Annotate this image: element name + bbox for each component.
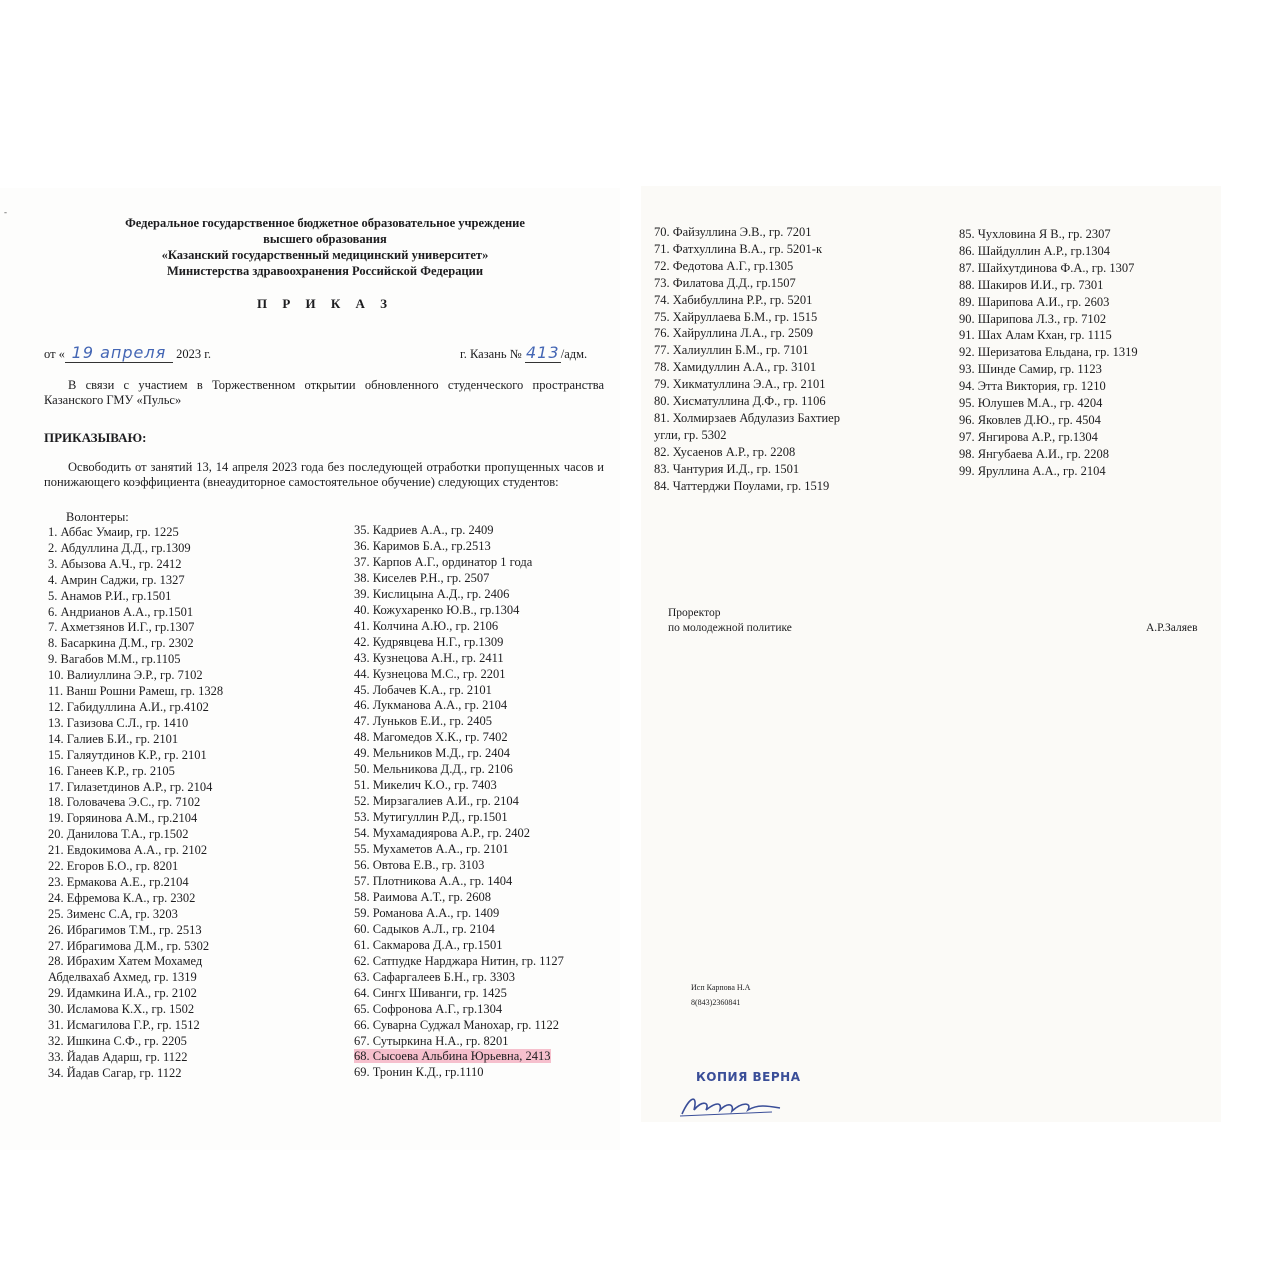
student-list-item: [48, 1002, 223, 1018]
student-list-item: [354, 922, 564, 938]
student-list-item: [48, 732, 223, 748]
org-header-line-2: высшего образования: [263, 232, 387, 246]
student-entry-text: 15. Галяутдинов К.Р., гр. 2101: [48, 747, 207, 762]
student-entry-text: 99. Яруллина А.А., гр. 2104: [959, 463, 1106, 478]
intro-paragraph: В связи с участием в Торжественном открытии обновленного студенческого пространства Казанского ГМУ «Пульс»: [44, 378, 604, 407]
date-prefix: от «: [44, 347, 65, 361]
student-entry-text: 19. Горяинова А.М., гр.2104: [48, 811, 198, 826]
student-entry-text: 56. Овтова Е.В., гр. 3103: [354, 858, 485, 873]
student-list-item: [48, 811, 223, 827]
student-entry-text: 9. Вагабов М.М., гр.1105: [48, 652, 181, 667]
student-entry-text: 18. Головачева Э.С., гр. 7102: [48, 795, 201, 810]
student-entry-text: 80. Хисматуллина Д.Ф., гр. 1106: [654, 394, 826, 409]
student-list-item: [354, 683, 564, 699]
student-entry-text: 62. Сатпудке Нарджара Нитин, гр. 1127: [354, 953, 564, 968]
student-list-item: [654, 376, 840, 393]
student-entry-text: 34. Йадав Сагар, гр. 1122: [48, 1065, 182, 1080]
student-entry-text: 2. Абдуллина Д.Д., гр.1309: [48, 540, 191, 555]
student-list-item: [354, 555, 564, 571]
student-list-item: [48, 939, 223, 955]
executor-name: Исп Карпова Н.А: [691, 983, 751, 992]
student-list-item: [654, 410, 840, 427]
student-entry-text: 1. Аббас Умаир, гр. 1225: [48, 525, 179, 539]
student-list-item: [354, 730, 564, 746]
student-entry-text: 4. Амрин Саджи, гр. 1327: [48, 572, 185, 587]
student-entry-text: 50. Мельникова Д.Д., гр. 2106: [354, 762, 513, 777]
number-handwritten: 413: [525, 343, 560, 362]
student-entry-text: 89. Шарипова А.И., гр. 2603: [959, 294, 1110, 309]
document-title: П Р И К А З: [256, 296, 394, 311]
student-list-item: [354, 970, 564, 986]
student-list-item: [48, 795, 223, 811]
student-list-item: [48, 700, 223, 716]
order-word: ПРИКАЗЫВАЮ:: [44, 430, 147, 445]
student-entry-text: 40. Кожухаренко Ю.В., гр.1304: [354, 602, 520, 617]
student-list-item: [48, 875, 223, 891]
student-entry-text: 46. Лукманова А.А., гр. 2104: [354, 698, 508, 713]
student-entry-text: 25. Зименс С.А, гр. 3203: [48, 906, 178, 921]
student-list-item: [354, 794, 564, 810]
student-list-item: [354, 938, 564, 954]
student-entry-text: 72. Федотова А.Г., гр.1305: [654, 258, 794, 273]
student-entry-text: 21. Евдокимова А.А., гр. 2102: [48, 843, 208, 858]
org-header-line-3: «Казанский государственный медицинский университет»: [161, 248, 489, 262]
student-list-item: [48, 827, 223, 843]
student-entry-text: 32. Ишкина С.Ф., гр. 2205: [48, 1034, 187, 1048]
student-list-item: [48, 716, 223, 732]
student-list-item: [959, 243, 1138, 260]
student-entry-text: 30. Исламова К.Х., гр. 1502: [48, 1002, 195, 1017]
student-list-item: [354, 523, 564, 539]
student-entry-text: 85. Чухловина Я В., гр. 2307: [959, 227, 1111, 241]
executor-phone: 8(843)2360841: [691, 998, 741, 1007]
body-paragraph: Освободить от занятий 13, 14 апреля 2023 года без последующей отработки пропущенных часов и понижающего коэффициента (внеаудиторное самостоятельное обучение) следующих студентов:: [44, 460, 604, 489]
student-entry-text: 33. Йадав Адарш, гр. 1122: [48, 1049, 188, 1064]
student-list-item: [48, 923, 223, 939]
student-list-item: [959, 395, 1138, 412]
student-entry-text: 49. Мельников М.Д., гр. 2404: [354, 746, 511, 761]
student-entry-text: 6. Андрианов А.А., гр.1501: [48, 604, 194, 619]
student-entry-text: 16. Ганеев К.Р., гр. 2105: [48, 763, 175, 778]
student-entry-text: 48. Магомедов Х.К., гр. 7402: [354, 730, 508, 745]
org-header-line-1: Федеральное государственное бюджетное образовательное учреждение: [125, 216, 525, 230]
student-list-item: [48, 859, 223, 875]
student-entry-text: 28. Ибрахим Хатем Мохамед: [48, 954, 203, 969]
student-entry-text: 38. Киселев Р.Н., гр. 2507: [354, 570, 490, 585]
student-entry-text: 55. Мухаметов А.А., гр. 2101: [354, 842, 509, 857]
student-list-item: [654, 342, 840, 359]
student-entry-text: 86. Шайдуллин А.Р., гр.1304: [959, 243, 1111, 258]
student-list-item: [48, 986, 223, 1002]
student-list-item: [959, 412, 1138, 429]
student-list-item: [48, 525, 223, 541]
student-entry-text: 29. Идамкина И.А., гр. 2102: [48, 986, 197, 1001]
student-list-item: [354, 635, 564, 651]
student-entry-text: 54. Мухамадиярова А.Р., гр. 2402: [354, 826, 531, 841]
student-entry-text: 90. Шарипова Л.З., гр. 7102: [959, 311, 1107, 326]
student-entry-text: 39. Кислицына А.Д., гр. 2406: [354, 586, 510, 601]
student-list-item: [654, 309, 840, 326]
student-list-item: [354, 1049, 564, 1065]
student-entry-text: 51. Микелич К.О., гр. 7403: [354, 778, 497, 793]
student-list-item: [354, 986, 564, 1002]
highlighted-student-entry: 68. Сысоева Альбина Юрьевна, 2413: [354, 1049, 551, 1064]
student-list-item: [354, 571, 564, 587]
student-list-item: [959, 446, 1138, 463]
student-entry-text: 95. Юлушев М.А., гр. 4204: [959, 396, 1103, 411]
student-list-item: [48, 748, 223, 764]
handwritten-signature: [676, 1090, 786, 1120]
student-list-column-1: [48, 525, 223, 1082]
student-entry-text: 36. Каримов Б.А., гр.2513: [354, 538, 491, 553]
student-entry-text: 20. Данилова Т.А., гр.1502: [48, 827, 189, 842]
student-entry-text: 5. Анамов Р.И., гр.1501: [48, 588, 172, 603]
student-entry-text: Абделвахаб Ахмед, гр. 1319: [48, 970, 197, 985]
student-entry-text: 23. Ермакова А.Е., гр.2104: [48, 874, 189, 889]
student-list-item: [354, 842, 564, 858]
student-list-item: [959, 226, 1138, 243]
student-list-item: [354, 1018, 564, 1034]
signer-name: А.Р.Заляев: [1146, 622, 1198, 634]
student-list-item: [959, 311, 1138, 328]
student-entry-text: 35. Кадриев А.А., гр. 2409: [354, 523, 494, 537]
group-label: Волонтеры:: [66, 510, 129, 524]
student-entry-text: 77. Халиуллин Б.М., гр. 7101: [654, 343, 809, 358]
student-list-item: [654, 444, 840, 461]
student-list-item: [48, 1034, 223, 1050]
student-entry-text: 92. Шеризатова Ельдана, гр. 1319: [959, 345, 1138, 360]
student-entry-text: 10. Валиуллина Э.Р., гр. 7102: [48, 668, 203, 683]
student-list-item: [959, 378, 1138, 395]
org-header: [40, 215, 610, 279]
student-list-item: [354, 698, 564, 714]
student-entry-text: 73. Филатова Д.Д., гр.1507: [654, 275, 796, 290]
student-entry-text: 83. Чантурия И.Д., гр. 1501: [654, 461, 800, 476]
student-list-item: [48, 652, 223, 668]
student-list-item: [48, 1066, 223, 1082]
student-list-item: [654, 461, 840, 478]
student-list-item: [959, 429, 1138, 446]
student-entry-text: 31. Исмагилова Г.Р., гр. 1512: [48, 1018, 200, 1033]
student-entry-text: 74. Хабибуллина Р.Р., гр. 5201: [654, 292, 813, 307]
student-entry-text: 81. Холмирзаев Абдулазиз Бахтиер: [654, 410, 840, 425]
student-entry-text: 66. Суварна Суджал Манохар, гр. 1122: [354, 1017, 560, 1032]
student-list-item: [654, 325, 840, 342]
student-entry-text: 17. Гилазетдинов А.Р., гр. 2104: [48, 779, 213, 794]
student-entry-text: 43. Кузнецова А.Н., гр. 2411: [354, 650, 504, 665]
student-entry-text: 24. Ефремова К.А., гр. 2302: [48, 890, 196, 905]
student-list-item: [48, 1050, 223, 1066]
student-list-item: [654, 427, 840, 444]
student-list-item: [354, 858, 564, 874]
student-entry-text: 84. Чаттерджи Поулами, гр. 1519: [654, 478, 830, 493]
student-list-item: [354, 1065, 564, 1081]
student-list-item: [354, 1034, 564, 1050]
student-list-item: [959, 344, 1138, 361]
student-entry-text: 58. Раимова А.Т., гр. 2608: [354, 889, 492, 904]
student-list-item: [354, 906, 564, 922]
student-entry-text: 91. Шах Алам Кхан, гр. 1115: [959, 328, 1112, 343]
student-list-item: [654, 258, 840, 275]
date-year: 2023 г.: [176, 347, 212, 361]
order-date: [44, 343, 211, 363]
student-list-item: [654, 292, 840, 309]
student-entry-text: 8. Басаркина Д.М., гр. 2302: [48, 636, 194, 651]
student-entry-text: 76. Хайруллина Л.А., гр. 2509: [654, 326, 813, 341]
student-list-item: [48, 605, 223, 621]
student-entry-text: 69. Тронин К.Д., гр.1110: [354, 1065, 484, 1080]
student-entry-text: 41. Колчина А.Ю., гр. 2106: [354, 618, 499, 633]
org-header-line-4: Министерства здравоохранения Российской Федерации: [166, 264, 484, 278]
order-number: [460, 343, 587, 363]
student-entry-text: 88. Шакиров И.И., гр. 7301: [959, 277, 1104, 292]
student-list-item: [959, 327, 1138, 344]
student-list-column-3: [654, 224, 840, 495]
student-list-item: [48, 970, 223, 986]
student-entry-text: 93. Шинде Самир, гр. 1123: [959, 362, 1102, 377]
order-page-2: [641, 186, 1221, 1122]
signer-title: [668, 606, 888, 636]
student-list-item: [654, 275, 840, 292]
student-entry-text: 42. Кудрявцева Н.Г., гр.1309: [354, 634, 504, 649]
student-entry-text: 96. Яковлев Д.Ю., гр. 4504: [959, 412, 1101, 427]
student-list-item: [354, 539, 564, 555]
student-list-item: [48, 636, 223, 652]
student-list-item: [654, 241, 840, 258]
student-list-item: [654, 393, 840, 410]
student-list-item: [959, 277, 1138, 294]
student-list-item: [354, 746, 564, 762]
student-list-item: [48, 843, 223, 859]
student-entry-text: 53. Мутигуллин Р.Д., гр.1501: [354, 810, 508, 825]
student-list-item: [48, 668, 223, 684]
student-list-item: [959, 463, 1138, 480]
student-entry-text: 75. Хайруллаева Б.М., гр. 1515: [654, 309, 818, 324]
student-list-item: [48, 557, 223, 573]
student-list-item: [48, 589, 223, 605]
student-list-item: [354, 954, 564, 970]
student-entry-text: 22. Егоров Б.О., гр. 8201: [48, 859, 179, 874]
student-entry-text: 94. Этта Виктория, гр. 1210: [959, 379, 1106, 394]
date-handwritten: 19 апреля: [65, 343, 173, 363]
student-entry-text: 78. Хамидуллин А.А., гр. 3101: [654, 360, 817, 375]
student-list-item: [354, 826, 564, 842]
place-prefix: г. Казань №: [460, 347, 522, 361]
student-entry-text: 27. Ибрагимова Д.М., гр. 5302: [48, 938, 210, 953]
student-list-item: [354, 651, 564, 667]
student-entry-text: 71. Фатхуллина В.А., гр. 5201-к: [654, 241, 823, 256]
student-entry-text: 82. Хусаенов А.Р., гр. 2208: [654, 444, 796, 459]
student-entry-text: угли, гр. 5302: [654, 427, 727, 442]
student-entry-text: 44. Кузнецова М.С., гр. 2201: [354, 666, 506, 681]
student-entry-text: 14. Галиев Б.И., гр. 2101: [48, 731, 179, 746]
student-list-item: [48, 954, 223, 970]
student-list-item: [959, 361, 1138, 378]
student-list-item: [48, 541, 223, 557]
student-entry-text: 98. Янгубаева А.И., гр. 2208: [959, 446, 1110, 461]
student-list-item: [959, 294, 1138, 311]
student-list-column-2: [354, 523, 564, 1081]
student-list-item: [48, 573, 223, 589]
student-entry-text: 13. Газизова С.Л., гр. 1410: [48, 715, 189, 730]
student-list-item: [354, 667, 564, 683]
student-entry-text: 12. Габидуллина А.И., гр.4102: [48, 699, 209, 714]
student-list-item: [354, 587, 564, 603]
student-entry-text: 45. Лобачев К.А., гр. 2101: [354, 682, 492, 697]
student-entry-text: 57. Плотникова А.А., гр. 1404: [354, 873, 513, 888]
student-entry-text: 87. Шайхутдинова Ф.А., гр. 1307: [959, 260, 1135, 275]
student-list-item: [654, 224, 840, 241]
order-page-1: [0, 188, 620, 1150]
student-list-item: [48, 891, 223, 907]
student-list-item: [48, 1018, 223, 1034]
student-entry-text: 67. Сутыркина Н.А., гр. 8201: [354, 1033, 509, 1048]
student-entry-text: 64. Сингх Шиванги, гр. 1425: [354, 985, 507, 1000]
student-list-item: [354, 890, 564, 906]
edge-mark: -: [4, 207, 7, 217]
student-list-item: [354, 874, 564, 890]
student-list-item: [654, 478, 840, 495]
student-entry-text: 11. Ванш Рошни Рамеш, гр. 1328: [48, 684, 224, 699]
student-list-item: [354, 619, 564, 635]
student-list-item: [959, 260, 1138, 277]
student-list-item: [48, 780, 223, 796]
student-entry-text: 65. Софронова А.Г., гр.1304: [354, 1001, 503, 1016]
student-list-item: [654, 359, 840, 376]
student-entry-text: 61. Сакмарова Д.А., гр.1501: [354, 937, 503, 952]
student-entry-text: 60. Садыков А.Л., гр. 2104: [354, 921, 495, 936]
copy-certified-stamp: КОПИЯ ВЕРНА: [696, 1070, 801, 1084]
student-entry-text: 3. Абызова А.Ч., гр. 2412: [48, 556, 182, 571]
student-list-item: [354, 714, 564, 730]
student-entry-text: 47. Луньков Е.И., гр. 2405: [354, 714, 493, 729]
student-list-item: [354, 1002, 564, 1018]
student-entry-text: 63. Сафаргалеев Б.Н., гр. 3303: [354, 969, 516, 984]
signer-title-line-1: Проректор: [668, 607, 721, 619]
student-entry-text: 79. Хикматуллина Э.А., гр. 2101: [654, 377, 826, 392]
student-entry-text: 52. Мирзагалиев А.И., гр. 2104: [354, 794, 519, 809]
student-entry-text: 70. Файзуллина Э.В., гр. 7201: [654, 225, 812, 239]
student-list-item: [48, 684, 223, 700]
student-list-item: [354, 810, 564, 826]
student-list-item: [48, 907, 223, 923]
student-list-item: [354, 762, 564, 778]
student-entry-text: 37. Карпов А.Г., ординатор 1 года: [354, 554, 533, 569]
student-entry-text: 26. Ибрагимов Т.М., гр. 2513: [48, 922, 202, 937]
number-suffix: /адм.: [560, 347, 588, 361]
student-entry-text: 7. Ахметзянов И.Г., гр.1307: [48, 620, 195, 635]
student-list-item: [354, 778, 564, 794]
signer-title-line-2: по молодежной политике: [668, 622, 792, 634]
student-list-item: [48, 620, 223, 636]
student-entry-text: 97. Янгирова А.Р., гр.1304: [959, 429, 1098, 444]
student-list-column-4: [959, 226, 1138, 480]
student-list-item: [354, 603, 564, 619]
student-entry-text: 59. Романова А.А., гр. 1409: [354, 905, 500, 920]
student-list-item: [48, 764, 223, 780]
